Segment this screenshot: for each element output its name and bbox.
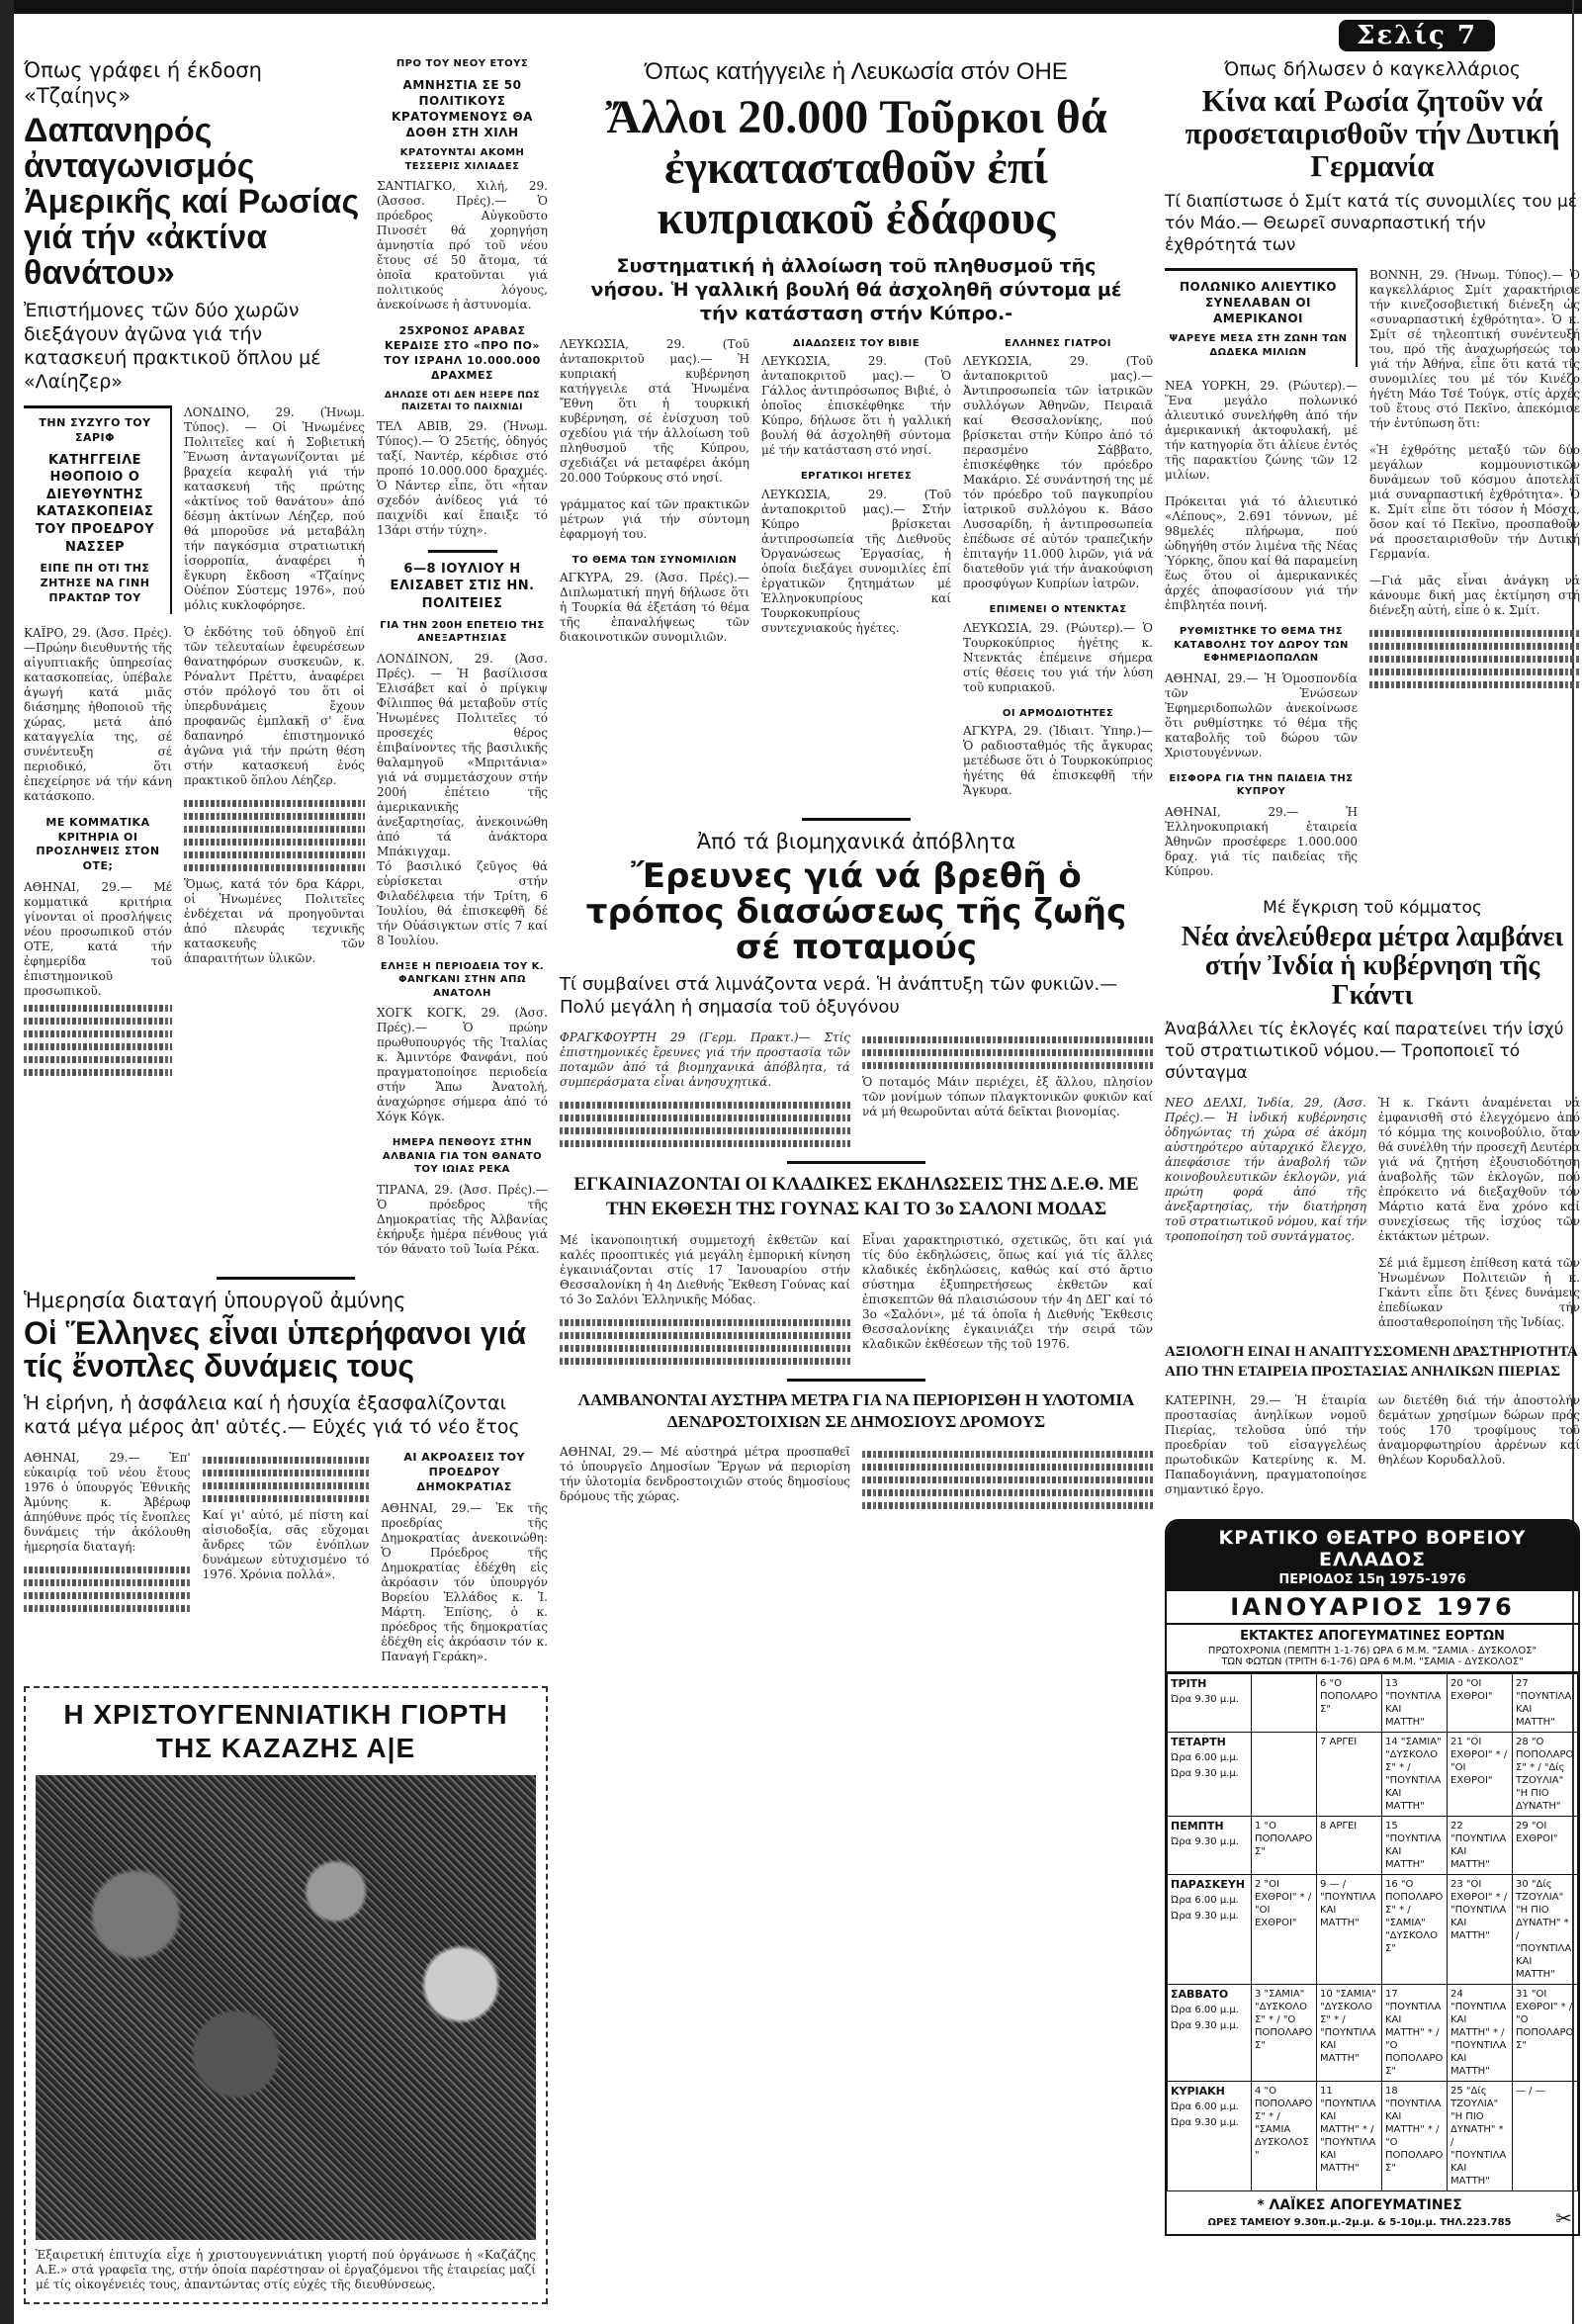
schedule-day-label: ΣΑΒΒΑΤΟ — [1171, 1987, 1229, 2001]
schedule-day-label: ΠΕΜΠΤΗ — [1171, 1819, 1224, 1832]
kazazis-headline: Η ΧΡΙΣΤΟΥΓΕΝΝΙΑΤΙΚΗ ΓΙΟΡΤΗ ΤΗΣ ΚΑΖΑΖΗΣ Α|Ε — [63, 1698, 508, 1763]
chile-kicker: ΠΡΟ ΤΟΥ ΝΕΟΥ ΕΤΟΥΣ — [396, 58, 529, 69]
theatre-extra-head: ΕΚΤΑΚΤΕΣ ΑΠΟΓΕΥΜΑΤΙΝΕΣ ΕΟΡΤΩΝ — [1240, 1628, 1505, 1644]
kazazis-caption: Ἐξαιρετική ἐπιτυχία εἶχε ἡ χριστουγεννιάτικη γιορτή πού ὀργάνωσε ἡ «Καζάζης Α.Ε.» στά γραφεῖα της, στήν ὁποία παρέστησαν οἱ ἐργαζόμενοι τῆς ἑταιρείας μαζί μέ τίς οἰκογένειές τους, ἀπαντώντας στίς εὐχές τῆς διευθύνσεως. — [36, 2247, 536, 2291]
schedule-cell — [1252, 1673, 1317, 1732]
divider — [428, 550, 497, 553]
theatre-footer — [1167, 2191, 1578, 2234]
labour-body: ΛΕΥΚΩΣΙΑ, 29. (Τοῦ ἀνταποκριτοῦ μας).— Στήν Κύπρο βρίσκεται ἀντιπροσωπεία τῆς Διεθνοῦς Ὀργανώσεως Ἐργασίας, ἡ ὁποία διεξάγει συνομιλίες ἐπί ἐργατικῶν ζητημάτων μέ Ἑλληνοκυπρίους καί Τουρκοκυπρίους συντεχνιακούς ἡγέτες. — [761, 487, 951, 635]
poland-subhead: ΨΑΡΕΥΕ ΜΕΣΑ ΣΤΗ ΖΩΝΗ ΤΩΝ ΔΩΔΕΚΑ ΜΙΛΙΩΝ — [1169, 333, 1348, 358]
section-badge: Σελίς 7 — [1339, 20, 1495, 51]
theatre-extra-block — [1167, 1625, 1578, 1673]
schedule-cell: 27 "ΠΟΥΝΤΙΛΑ ΚΑΙ ΜΑΤΤΗ" — [1513, 1673, 1578, 1732]
harmod-headline: ΟΙ ΑΡΜΟΔΙΟΤΗΤΕΣ — [1002, 707, 1114, 719]
schedule-cell: 13 "ΠΟΥΝΤΙΛΑ ΚΑΙ ΜΑΤΤΗ" — [1382, 1673, 1448, 1732]
poland-headline: ΠΟΛΩΝΙΚΟ ΑΛΙΕΥΤΙΚΟ ΣΥΝΕΛΑΒΑΝ ΟΙ ΑΜΕΡΙΚΑΝΟΙ — [1180, 279, 1337, 325]
rivers-headline: Ἔρευνες γιά νά βρεθῆ ὁ τρόπος διασώσεως τῆς ζωῆς σέ ποταμούς — [585, 856, 1127, 968]
rivers-col-a — [560, 1030, 850, 1153]
india-col-b — [1378, 1096, 1580, 1342]
schedule-cell: 29 "ΟΙ ΕΧΘΡΟΙ" — [1513, 1816, 1578, 1874]
laser-para3: Ὅμως, κατά τόν δρα Κάρρι, οἱ Ἡνωμένες Πολιτεῖες ἐνδέχεται νά προηγοῦνται ἀπό πλευράς τεχνικῆς κατασκευῆς τῶν ἀπαραιτήτων ὑλικῶν. — [184, 877, 365, 966]
schmidt-article — [1165, 57, 1580, 256]
schedule-row — [1168, 1816, 1578, 1874]
cyprus-headline: Ἄλλοι 20.000 Τοῦρκοι θά ἐγκατασταθοῦν ἐπί κυπριακοῦ ἐδάφους — [605, 91, 1107, 244]
poland-body: ΝΕΑ ΥΟΡΚΗ, 29. (Ρώυτερ).— Ἕνα μεγάλο πολωνικό ἁλιευτικό συνελήφθη ἀπό τήν ἀμερικανική ἀκτοφυλακή, μέ τήν κατηγορία ὅτι ἁλίευε ἐντός τῆς παρακτίου ζώνης τῶν 12 μιλίων. — [1165, 379, 1358, 483]
india-headline: Νέα ἀνελεύθερα μέτρα λαμβάνει στήν Ἰνδία ἡ κυβέρνηση τῆς Γκάντι — [1181, 921, 1564, 1011]
deth-headline: ΕΓΚΑΙΝΙΑΖΟΝΤΑΙ ΟΙ ΚΛΑΔΙΚΕΣ ΕΚΔΗΛΩΣΕΙΣ ΤΗΣ Δ.Ε.Θ. ΜΕ ΤΗΝ ΕΚΘΕΣΗ ΤΗΣ ΓΟΥΝΑΣ ΚΑΙ ΤΟ 3ο ΣΑΛΟΝΙ ΜΟΔΑΣ — [573, 1174, 1139, 1220]
schedule-cell: 24 "ΠΟΥΝΤΙΛΑ ΚΑΙ ΜΑΤΤΗ" * / "ΠΟΥΝΤΙΛΑ ΚΑΙ ΜΑΤΤΗ" — [1448, 1984, 1513, 2081]
rivers-dateline: ΦΡΑΓΚΦΟΥΡΤΗ 29 (Γερμ. Πρακτ.)— Στίς ἐπιστημονικές ἔρευνες γιά τήν προστασία τῶν ποταμῶν ἀπό τά βιομηχανικά ἀπόβλητα, τά συμπεράσματα εἶναι ἀνησυχητικά. — [560, 1030, 850, 1090]
schedule-cell: 8 ΑΡΓΕΙ — [1317, 1816, 1382, 1874]
india-article — [1165, 897, 1580, 1084]
trees-col-b — [862, 1445, 1153, 1516]
schedule-cell: 16 "Ο ΠΟΠΟΛΑΡΟΣ" * / "ΣΑΜΙΑ" "ΔΥΣΚΟΛΟΣ" — [1382, 1874, 1448, 1984]
schedule-time: Ώρα 9.30 μ.μ. — [1171, 1693, 1239, 1705]
left-block — [24, 57, 548, 2304]
queen-item — [377, 561, 548, 948]
middle-block — [560, 57, 1153, 2304]
schedule-cell: 3 "ΣΑΜΙΑ" "ΔΥΣΚΟΛΟΣ" * / "Ο ΠΟΠΟΛΑΡΟΣ" — [1252, 1984, 1317, 2081]
schedule-cell: 1 "Ο ΠΟΠΟΛΑΡΟΣ" — [1252, 1816, 1317, 1874]
defence-closing: Καί γι' αὐτό, μέ πίστη καί αἰσιοδοξία, σᾶς εὔχομαι ἄνδρες τῶν ἐνόπλων δυνάμεων εὐτυχισμένο τό 1976. Χρόνια πολλά». — [202, 1508, 370, 1582]
schedule-cell: 14 "ΣΑΜΙΑ" "ΔΥΣΚΟΛΟΣ" * / "ΠΟΥΝΤΙΛΑ ΚΑΙ ΜΑΤΤΗ" — [1382, 1732, 1448, 1816]
schedule-time: Ώρα 6.00 μ.μ. — [1171, 2004, 1239, 2015]
schedule-time: Ώρα 6.00 μ.μ. — [1171, 1894, 1239, 1906]
cyprus-article — [560, 57, 1153, 325]
schedule-day-label: ΤΕΤΑΡΤΗ — [1171, 1735, 1226, 1748]
denktas-body: ΛΕΥΚΩΣΙΑ, 29. (Ρώυτερ).— Ὁ Τουρκοκύπριος ἡγέτης κ. Ντενκτάς ἐπέμεινε σήμερα στίς θέσεις του γιά τήν λύση τοῦ κυπριακοῦ. — [963, 620, 1153, 694]
column-1 — [24, 57, 365, 1269]
ote-headline: ΜΕ ΚΟΜΜΑΤΙΚΑ ΚΡΙΤΗΡΙΑ ΟΙ ΠΡΟΣΛΗΨΕΙΣ ΣΤΟΝ ΟΤΕ; — [36, 815, 160, 873]
schedule-time: Ώρα 9.30 μ.μ. — [1171, 1910, 1239, 1922]
laser-dateline: ΛΟΝΔΙΝΟ, 29. (Ἡνωμ. Τύπος). — Οἱ Ἡνωμένες Πολιτεῖες καί ἡ Σοβιετική Ἕνωση ἀνταγωνίζονται μέ βραχεία κεφαλή γιά τήν κατασκευή τῆς πρώτης «ἀκτίνος τοῦ θανάτου» ἀπό δέσμη ἀκτίνων Λέηζερ, πού θά μποροῦσε νά μεταβάλη τήν παγκόσμια στρατιωτική ἰσορροπία, ἀναφέρει ἡ ἔγκυρη ἔκδοση «Τζαίηνς Οὐέπον Σύστεμς 1976», πού μόλις κυκλοφόρησε. — [184, 405, 365, 613]
trees-body-grid — [560, 1445, 1153, 1516]
schedule-time: Ώρα 9.30 μ.μ. — [1171, 2019, 1239, 2031]
talks-headline: ΤΟ ΘΕΜΑ ΤΩΝ ΣΥΝΟΜΙΛΙΩΝ — [571, 554, 738, 566]
cyprus-para2: γράμματος καί τῶν πρακτικῶν μέτρων γιά τήν σύντομη ἐφαρμογή του. — [560, 496, 749, 541]
theatre-month: ΙΑΝΟΥΑΡΙΟΣ 1976 — [1167, 1591, 1578, 1625]
divider — [787, 1379, 925, 1382]
theatre-schedule-table — [1167, 1673, 1578, 2191]
schedule-cell: 22 "ΠΟΥΝΤΙΛΑ ΚΑΙ ΜΑΤΤΗ" — [1448, 1816, 1513, 1874]
harmod-body: ΑΓΚΥΡΑ, 29. (Ἰδιαιτ. Ὑπηρ.)— Ὁ ραδιοσταθμός τῆς ἄγκυρας μετέδωσε ὅτι ὁ Τουρκοκύπριος ἡγέτης θά ἐπισκεφθῆ τήν Ἄγκυρα. — [963, 724, 1153, 798]
india-dateline: ΝΕΟ ΔΕΛΧΙ, Ἰνδία, 29, (Ἀσσ. Πρές).— Ἡ ἰνδική κυβέρνησις ὁδηγώντας τή χώρα σέ ἀκόμη αὐστηρότερο αὐταρχικό ἔλεγχο, ἀπεφάσισε τήν ἀναβολή τῶν κοινοβουλευτικῶν ἐκλογῶν, γιά πρώτη φορά ἀπό τῆς ἀνεξαρτησίας, τήν διατήρηση τοῦ στρατιωτικοῦ νόμου, καί τήν τροποποίηση τοῦ συντάγματος. — [1165, 1095, 1366, 1243]
cyprus-col-a — [560, 337, 749, 811]
schmidt-col-b — [1369, 268, 1580, 891]
schedule-time: Ώρα 6.00 μ.μ. — [1171, 2101, 1239, 2112]
trees-col-a — [560, 1445, 850, 1516]
laser-body-continued — [184, 800, 365, 871]
scissors-icon: ✂ — [1555, 2205, 1572, 2230]
divider — [217, 1277, 355, 1280]
president-body: ΑΘΗΝΑΙ, 29.— Ἐκ τῆς προεδρίας τῆς Δημοκρατίας ἀνεκοινώθη: Ὁ Πρόεδρος τῆς Δημοκρατίας ἐδέχθη εἰς ἀκρόασιν τόν ὑπουργόν Βορείου Ἑλλάδος κ. Ἰ. Μάρτη. Ἐπίσης, ὁ κ. πρόεδρος τῆς δημοκρατίας ἐδέχθη εἰς ἀκρόασιν τόν κ. Παναγή Γεράκη». — [381, 1500, 548, 1663]
theatre-period: ΠΕΡΙΟΔΟΣ 15η 1975-1976 — [1278, 1571, 1466, 1587]
albania-item — [377, 1136, 548, 1257]
schedule-cell: 10 "ΣΑΜΙΑ" "ΔΥΣΚΟΛΟΣ" * / "ΠΟΥΝΤΙΛΑ ΚΑΙ ΜΑΤΤΗ" — [1317, 1984, 1382, 2081]
chile-headline: ΑΜΝΗΣΤΙΑ ΣΕ 50 ΠΟΛΙΤΙΚΟΥΣ ΚΡΑΤΟΥΜΕΝΟΥΣ ΘΑ ΔΟΘΗ ΣΤΗ ΧΙΛΗ — [392, 77, 533, 140]
president-headline: ΑΙ ΑΚΡΟΑΣΕΙΣ ΤΟΥ ΠΡΟΕΔΡΟΥ ΔΗΜΟΚΡΑΤΙΑΣ — [403, 1451, 525, 1494]
queen-body-2: Τό βασιλικό ζεῦγος θά εὑρίσκεται στήν Φιλαδέλφεια τήν Τρίτη, 6 Ἰουλίου, θά ἐπισκεφθῆ δέ τήν Οὐάσιγκτων στίς 7 καί 8 Ἰουλίου. — [377, 858, 548, 947]
deth-body-2: Εἶναι χαρακτηριστικό, σχετικῶς, ὅτι καί γιά τίς δύο ἐκδηλώσεις, ὅπως καί γιά τίς ἄλλες κλαδικές ἐκδηλώσεις, καθώς καί στό ἄρτιο σύστημα ἐξυπηρετήσεως ἐκθετῶν καί ἐπισκεπτῶν θά πλαισιώσουν τήν 4η ΔΕΓ καί τό 3ο «Σαλόνι», μέ τά ὁποῖα ἡ Διεθνής Ἔκθεσις Θεσσαλονίκης ἐγκαινιάζει τήν σειρά τῶν κλαδικῶν ἐκθέσεων τῆς τοῦ 1976. — [862, 1233, 1153, 1352]
laser-headline: Δαπανηρός ἀνταγωνισμός Ἀμερικῆς καί Ρωσίας γιά τήν «ἀκτίνα θανάτου» — [24, 112, 360, 293]
schedule-cell: — / — — [1513, 2081, 1578, 2190]
ote-body: ΑΘΗΝΑΙ, 29.— Μέ κομματικά κριτήρια γίνονται οἱ προσλήψεις νέου προσωπικοῦ στόν ΟΤΕ, κατά τήν ἐφημερίδα τοῦ ἐπιστημονικοῦ προσωπικοῦ. — [24, 880, 172, 999]
labour-item — [761, 470, 951, 636]
schedule-day — [1168, 1732, 1252, 1816]
rivers-col-b — [862, 1030, 1153, 1153]
schedule-day-label: ΠΑΡΑΣΚΕΥΗ — [1171, 1877, 1246, 1891]
harmod-item — [963, 707, 1153, 799]
denktas-item — [963, 603, 1153, 695]
schedule-cell: 20 "ΟΙ ΕΧΘΡΟΙ" — [1448, 1673, 1513, 1732]
chile-body: ΣΑΝΤΙΑΓΚΟ, Χιλή, 29. (Ἀσσοσ. Πρές).— Ὁ πρόεδρος Αὐγκοῦστο Πινοσέτ θά χορηγήση ἀμνηστία πρό τοῦ νέου ἔτους σέ 50 ἄτομα, τά ὁποῖα κρατοῦνται γιά πολιτικούς λόγους, ἀνεκοίνωσε ἡ ἀστυνομία. — [377, 179, 548, 313]
defence-kicker: Ἡμερησία διαταγή ὑπουργοῦ ἀμύνης — [24, 1288, 406, 1312]
laser-para2: Ὁ ἐκδότης τοῦ ὁδηγοῦ ἐπί τῶν τελευταίων ἐφευρέσεων θανατηφόρων συσκευῶν, κ. Ρόναλντ Πρέττυ, ἀναφέρει στόν πρόλογό του ὅτι οἱ ὑπερδυνάμεις ἔχουν προφανῶς ἐμπλακῆ σ' ἕνα δαπανηρό ἐπιστημονικό ἀγῶνα γιά τήν πρώτη θέση στήν κατασκευή ἑνός πρακτικοῦ ὅπλου Λέηζερ. — [184, 625, 365, 788]
left-top — [24, 57, 548, 1269]
theatre-extra-1: ΠΡΩΤΟΧΡΟΝΙΑ (ΠΕΜΠΤΗ 1-1-76) ΩΡΑ 6 Μ.Μ. "ΣΑΜΙΑ - ΔΥΣΚΟΛΟΣ" — [1207, 1645, 1538, 1656]
schedule-cell: 21 "ΟΙ ΕΧΘΡΟΙ" * / "ΟΙ ΕΧΘΡΟΙ" — [1448, 1732, 1513, 1816]
schedule-day — [1168, 1673, 1252, 1732]
queen-body: ΛΟΝΔΙΝΟΝ, 29. (Ἀσσ. Πρές). — Ἡ βασίλισσα Ἐλισάβετ καί ὁ πρίγκιψ Φίλιππος θά μεταβοῦν στίς Ἡνωμένες Πολιτεῖες τό προσεχές θέρος ἐπιβαίνοντες τῆς βασιλικῆς θαλαμηγοῦ «Μπριτάνια» γιά νά συμμετάσχουν στήν 200ή ἐπέτειο τῆς ἀμερικανικῆς ἀνεξαρτησίας, ἀνεκοινώθη ἀπό τά ἀνάκτορα Μπάκιγχαμ. — [377, 651, 548, 858]
laser-article — [24, 57, 365, 394]
schedule-time: Ώρα 6.00 μ.μ. — [1171, 1751, 1239, 1763]
arab-subhead: ΔΗΛΩΣΕ ΟΤΙ ΔΕΝ ΗΞΕΡΕ ΠΩΣ ΠΑΙΖΕΤΑΙ ΤΟ ΠΑΙΧΝΙΔΙ — [384, 390, 541, 412]
schedule-day — [1168, 1874, 1252, 1984]
schmidt-headline: Κίνα καί Ρωσία ζητοῦν νά προσεταιρισθοῦν τήν Δυτική Γερμανία — [1185, 83, 1560, 183]
schedule-cell: 30 "Δίς ΤΖΟΥΛΙΑ" "Η ΠΙΟ ΔΥΝΑΤΗ" * / "ΠΟΥΝΤΙΛΑ ΚΑΙ ΜΑΤΤΗ" — [1513, 1874, 1578, 1984]
sharif-box — [24, 405, 172, 614]
defence-body — [24, 1566, 191, 1612]
india-col-a — [1165, 1096, 1366, 1342]
schedule-day — [1168, 2081, 1252, 2190]
cyprus-subhead: Συστηματική ἡ ἀλλοίωση τοῦ πληθυσμοῦ τῆς νήσου. Ἡ γαλλική βουλή θά ἀσχοληθῆ σύντομα μέ τήν κατάσταση στήν Κύπρο.- — [590, 254, 1122, 324]
arab-item — [377, 324, 548, 538]
gift-body: ΑΘΗΝΑΙ, 29.— Ἡ Ὁμοσπονδία τῶν Ἑνώσεων Ἐφημεριδοπωλῶν ἀνεκοίνωσε ὅτι ρυθμίστηκε τό θέμα τῆς καταβολῆς τοῦ δώρου τῶν Χριστουγέννων. — [1165, 670, 1358, 760]
defence-col-b — [203, 1451, 370, 1676]
schedule-row — [1168, 2081, 1578, 2190]
ote-body-continued — [24, 1005, 172, 1076]
sharif-headline: ΚΑΤΗΓΓΕΙΛΕ ΗΘΟΠΟΙΟ Ο ΔΙΕΥΘΥΝΤΗΣ ΚΑΤΑΣΚΟΠΕΙΑΣ ΤΟΥ ΠΡΟΕΔΡΟΥ ΝΑΣΣΕΡ — [35, 452, 155, 555]
poland-body-2: Πρόκειται γιά τό ἁλιευτικό «Λέπους», 2.691 τόννων, μέ 98μελές πλήρωμα, πού ὡδηγήθη στόν λιμένα τῆς Νέας Ὑόρκης, ὅπου καί θά παραμείνη ἕως ὅτου οἱ ἀμερικανικές ἀρχές ἀποφασίσουν γιά τήν ἐπιβλητέα ποινή. — [1165, 494, 1358, 613]
queen-subhead: ΓΙΑ ΤΗΝ 200Η ΕΠΕΤΕΙΟ ΤΗΣ ΑΝΕΞΑΡΤΗΣΙΑΣ — [380, 619, 545, 645]
theatre-footer-hours: ΩΡΕΣ ΤΑΜΕΙΟΥ 9.30π.μ.-2μ.μ. & 5-10μ.μ. ΤΗΛ.223.785 — [1207, 2216, 1512, 2228]
laser-body-grid — [24, 405, 365, 1088]
theatre-title-block — [1167, 1521, 1578, 1591]
doctors-headline: ΕΛΛΗΝΕΣ ΓΙΑΤΡΟΙ — [1005, 337, 1111, 349]
schmidt-dateline: ΒΟΝΝΗ, 29. (Ἡνωμ. Τύπος).— Ὁ καγκελλάριος Σμίτ χαρακτήρισε τήν κινεζοσοβιετική διένεξη ὡς «συναρπαστική ἐχθρότητα». Ὁ κ. Σμίτ σέ τηλεοπτική συνέντευξή του, πρό τῆς ἀναχωρήσεώς του γιά τήν Ἀθήνα, εἶπε ὅτι κατά τίς συνομιλίες του μέ τόν Κινέζο ἡγέτη Μάο Τσέ Τούγκ, στίς ἀρχές τοῦ ἔτους στό Πεκῖνο, ἀπεκόμισε τήν ἐντύπωση ὅτι: — [1369, 267, 1580, 430]
deth-body-grid — [560, 1233, 1153, 1371]
india-para2: Ἡ κ. Γκάντι ἀναμένεται νά ἐμφανισθῆ στό ἐλεγχόμενο ἀπό τό κόμμα της κοινοβούλιο, ὅταν θά συνέλθη τήν προσεχῆ Δευτέρα γιά νά ζητήση ἐξουσιοδότηση ἀναβολῆς τῶν ἐκλογῶν, πού ἐπρόκειτο νά διεξαχθοῦν τόν Μάρτιο κατά ἕνα χρόνο καί συνεχίσεως τῆς ἰσχύος τῶν ἐκτάκτων μέτρων. — [1378, 1095, 1580, 1243]
kazazis-photo — [36, 1775, 536, 2240]
vivi-item — [761, 337, 951, 459]
rivers-article — [560, 829, 1153, 1019]
schedule-day-label: ΤΡΙΤΗ — [1171, 1676, 1207, 1690]
defence-headline: Οἱ Ἕλληνες εἶναι ὑπερήφανοι γιά τίς ἔνοπλες δυνάμεις τους — [24, 1314, 527, 1385]
queen-headline: 6—8 ΙΟΥΛΙΟΥ Η ΕΛΙΣΑΒΕΤ ΣΤΙΣ ΗΝ. ΠΟΛΙΤΕΙΕΣ — [390, 561, 535, 611]
schmidt-body-continued — [1369, 630, 1580, 688]
pieria-headline: ΑΞΙΟΛΟΓΗ ΕΙΝΑΙ Η ΑΝΑΠΤΥΣΣΟΜΕΝΗ ΔΡΑΣΤΗΡΙΟΤΗΤΑ ΑΠΟ ΤΗΝ ΕΤΑΙΡΕΙΑ ΠΡΟΣΤΑΣΙΑΣ ΑΝΗΛΙΚΩΝ ΠΙΕΡΙΑΣ — [1165, 1343, 1578, 1380]
schedule-cell: 28 "Ο ΠΟΠΟΛΑΡΟΣ" * / "Δίς ΤΖΟΥΛΙΑ" "Η ΠΙΟ ΔΥΝΑΤΗ" — [1513, 1732, 1578, 1816]
india-body-grid — [1165, 1096, 1580, 1342]
schedule-cell — [1252, 1732, 1317, 1816]
schedule-cell: 11 "ΠΟΥΝΤΙΛΑ ΚΑΙ ΜΑΤΤΗ" * / "ΠΟΥΝΤΙΛΑ ΚΑΙ ΜΑΤΤΗ" — [1317, 2081, 1382, 2190]
fund-headline: ΕΙΣΦΟΡΑ ΓΙΑ ΤΗΝ ΠΑΙΔΕΙΑ ΤΗΣ ΚΥΠΡΟΥ — [1169, 772, 1354, 798]
sharif-kicker: ΤΗΝ ΣΥΖΥΓΟ ΤΟΥ ΣΑΡΙΦ — [39, 416, 151, 444]
talks-body: ΑΓΚΥΡΑ, 29. (Ἀσσ. Πρές).— Διπλωματική πηγή δήλωσε ὅτι ἡ Τουρκία θά ἐξετάση τό θέμα τῆς ἐπαναλήψεως τῶν διακοινοτικῶν συνομιλιῶν. — [560, 571, 749, 645]
schmidt-col-a — [1165, 268, 1358, 891]
doctors-body: ΛΕΥΚΩΣΙΑ, 29. (Τοῦ ἀνταποκριτοῦ μας).— Ἀντιπροσωπεία τῶν ἰατρικῶν συλλόγων Ἀθηνῶν, Πειραιᾶ καί Θεσσαλονίκης, πού βρίσκεται στήν Κύπρο ἀπό τό περασμένο Σάββατο, ἐπισκέφθηκε τόν πρόεδρο Μακάριο. Σέ συνάντησή της μέ τόν πρόεδρο τοῦ παγκυπρίου ἰατρικοῦ συλλόγου κ. Βάσο Λυσσαρίδη, ἡ ἀντιπροσωπεία ἐπέδωσε σέ αὐτόν τραπεζικήν ἐπιταγήν 11.000 λιρῶν, γιά νά διατεθοῦν γιά τήν ἀνακούφιση προσφύγων Κυπρίων ἰατρῶν. — [963, 354, 1153, 591]
arab-body: ΤΕΛ ΑΒΙΒ, 29. (Ἡνωμ. Τύπος).— Ὁ 25ετής, ὁδηγός ταξί, Ναντέρ, κέρδισε στό προπό 10.000.000 δραχμές. Ὁ Νάντερ εἶπε, ὅτι «ἦταν σχεδόν ἀνίδεος γιά τό παιχνίδι καί ἔπαιξε τό 13άρι στήν τύχη». — [377, 418, 548, 537]
right-block — [1165, 57, 1580, 2304]
sharif-body: ΚΑΪΡΟ, 29. (Ἀσσ. Πρές). —Πρώην διευθυντής τῆς αἰγυπτιακῆς ὑπηρεσίας κατασκοπείας, ὑπέβαλε ἀγωγή κατά μιᾶς διάσημης ἠθοποιοῦ τῆς χώρας, μετά ἀπό καταγγελία της, σέ συνέντευξη σέ περιοδικό, ὅτι ἐπεχείρησε νά τήν κάνη κατάσκοπο. — [24, 625, 172, 803]
vivi-headline: ΔΙΑΔΩΣΕΙΣ ΤΟΥ ΒΙΒΙΕ — [792, 337, 921, 349]
schedule-cell: 17 "ΠΟΥΝΤΙΛΑ ΚΑΙ ΜΑΤΤΗ" * / "Ο ΠΟΠΟΛΑΡΟΣ" — [1382, 1984, 1448, 2081]
cyprus-kicker: Όπως κατήγγειλε ἡ Λευκωσία στόν ΟΗΕ — [645, 58, 1068, 85]
rivers-subhead: Τί συμβαίνει στά λιμνάζοντα νερά. Ἡ ἀνάπτυξη τῶν φυκιῶν.— Πολύ μεγάλη ἡ σημασία τοῦ ὀξυγόνου — [560, 974, 1118, 1019]
labour-headline: ΕΡΓΑΤΙΚΟΙ ΗΓΕΤΕΣ — [800, 471, 913, 483]
schedule-cell: 4 "Ο ΠΟΠΟΛΑΡΟΣ" * / "ΣΑΜΙΑ ΔΥΣΚΟΛΟΣ" — [1252, 2081, 1317, 2190]
ote-item — [24, 816, 172, 1076]
laser-left-col — [24, 405, 172, 1088]
rivers-body — [560, 1102, 850, 1147]
badge-row — [24, 20, 1564, 51]
schedule-row — [1168, 1874, 1578, 1984]
schedule-cell: 9 — / "ΠΟΥΝΤΙΛΑ ΚΑΙ ΜΑΤΤΗ" — [1317, 1874, 1382, 1984]
pieria-body-2: ων διετέθη διά τήν ἀποστολήν δεμάτων χρησίμων δώρων πρός τούς 170 τροφίμους τοῦ ἀναμορφωτηρίου ἀρρένων καί θηλέων Κορυδαλλοῦ. — [1378, 1392, 1580, 1467]
schedule-cell: 23 "ΟΙ ΕΧΘΡΟΙ" * / "ΠΟΥΝΤΙΛΑ ΚΑΙ ΜΑΤΤΗ" — [1448, 1874, 1513, 1984]
schedule-cell: 25 "Δίς ΤΖΟΥΛΙΑ" "Η ΠΙΟ ΔΥΝΑΤΗ" * / "ΠΟΥΝΤΙΛΑ ΚΑΙ ΜΑΤΤΗ" — [1448, 2081, 1513, 2190]
schedule-day-label: ΚΥΡΙΑΚΗ — [1171, 2084, 1225, 2098]
chile-item — [377, 57, 548, 313]
gift-item — [1165, 625, 1358, 760]
schedule-day — [1168, 1816, 1252, 1874]
deth-body: Μέ ἱκανοποιητική συμμετοχή ἐκθετῶν καί καλές προοπτικές γιά μεγάλη ἐμπορική κίνηση ἐγκαινιάζονται στίς 17 Ἰανουαρίου στήν Θεσσαλονίκη ἡ 4η Διεθνής Ἔκθεση Γούνας καί τό 3ο Σαλόνι Ἑλληνικῆς Μόδας. — [560, 1233, 850, 1307]
schedule-row — [1168, 1673, 1578, 1732]
page-grid — [24, 57, 1580, 2304]
rivers-para2: Ὁ ποταμός Μάιν περιέχει, ἐξ ἄλλου, πλησίον τῶν μονίμων τόπων πλαγκτονικῶν φυκιῶν καί νά μή θεωροῦνται αὐτά δεῖκται βιονομίας. — [862, 1075, 1153, 1119]
schedule-time: Ώρα 9.30 μ.μ. — [1171, 2116, 1239, 2128]
theatre-title: ΚΡΑΤΙΚΟ ΘΕΑΤΡΟ ΒΟΡΕΙΟΥ ΕΛΛΑΔΟΣ — [1218, 1526, 1527, 1570]
defence-col-a — [24, 1451, 191, 1676]
divider — [802, 818, 911, 821]
albania-headline: ΗΜΕΡΑ ΠΕΝΘΟΥΣ ΣΤΗΝ ΑΛΒΑΝΙΑ ΓΙΑ ΤΟΝ ΘΑΝΑΤΟ ΤΟΥ ΙΩΙΑΣ ΡΕΚΑ — [382, 1137, 543, 1176]
schedule-day — [1168, 1984, 1252, 2081]
defence-dateline: ΑΘΗΝΑΙ, 29.— Ἐπ' εὐκαιρίᾳ τοῦ νέου ἔτους 1976 ὁ ὑπουργός Ἐθνικῆς Ἀμύνης κ. Ἀβέρωφ ἀπηύθυνε πρός τίς ἔνοπλες δυνάμεις τήν ἀκόλουθη ἡμερησία διαταγή: — [24, 1451, 191, 1555]
schedule-time: Ώρα 9.30 μ.μ. — [1171, 1767, 1239, 1779]
denktas-headline: ΕΠΙΜΕΝΕΙ Ο ΝΤΕΝΚΤΑΣ — [989, 604, 1127, 616]
schmidt-kicker: Όπως δήλωσεν ὁ καγκελλάριος — [1223, 58, 1522, 80]
pieria-body: ΚΑΤΕΡΙΝΗ, 29.— Ἡ ἑταιρία προστασίας ἀνηλίκων νομοῦ Πιερίας, τελοῦσα ὑπό τήν προεδρίαν τοῦ εἰσαγγελέως πρωτοδικῶν Κατερίνης κ. Μ. Παπαδογιάννη, πραγματοποίησε σημαντικό ἔργο. — [1165, 1392, 1366, 1496]
schedule-time: Ώρα 9.30 μ.μ. — [1171, 1835, 1239, 1847]
cyprus-col-c — [963, 337, 1153, 811]
schmidt-body-grid — [1165, 268, 1580, 891]
schedule-cell: 15 "ΠΟΥΝΤΙΛΑ ΚΑΙ ΜΑΤΤΗ" — [1382, 1816, 1448, 1874]
deth-col-b — [862, 1233, 1153, 1371]
pieria-body-grid — [1165, 1393, 1580, 1509]
india-kicker: Μέ ἔγκριση τοῦ κόμματος — [1263, 897, 1482, 918]
sharif-subhead: ΕΙΠΕ ΠΗ ΟΤΙ ΤΗΣ ΖΗΤΗΣΕ ΝΑ ΓΙΝΗ ΠΡΑΚΤΩΡ ΤΟΥ — [40, 562, 150, 604]
india-para3: Σέ μιά ἔμμεση ἐπίθεση κατά τῶν Ἡνωμένων Πολιτειῶν ἡ κ. Γκάντι εἶπε ὅτι ξένες δυνάμεις ἐπεδίωκαν τήν ἀποσταθεροποίηση τῆς Ἰνδίας. — [1378, 1255, 1580, 1329]
defence-col-c — [381, 1451, 548, 1676]
doctors-item — [963, 337, 1153, 592]
chile-subhead: ΚΡΑΤΟΥΝΤΑΙ ΑΚΟΜΗ ΤΕΣΣΕΡΙΣ ΧΙΛΙΑΔΕΣ — [399, 147, 525, 172]
vivi-body: ΛΕΥΚΩΣΙΑ, 29. (Τοῦ ἀνταποκριτοῦ μας).— Ὁ Γάλλος ἀντιπρόσωπος Βιβιέ, ὁ ὁποῖος ἐπισκέφθηκε τήν Κύπρο, δήλωσε ὅτι ἡ γαλλική βουλή θά ἀσχοληθῆ σύντομα μέ τήν κατάσταση στό νησί. — [761, 354, 951, 458]
deth-body-continued — [560, 1319, 850, 1365]
albania-body: ΤΙΡΑΝΑ, 29. (Ἀσσ. Πρές).— Ὁ πρόεδρος τῆς Δημοκρατίας τῆς Ἀλβανίας ἐκήρυξε ἡμέρα πένθους γιά τόν θάνατο τοῦ Ἰωία Ρέκα. — [377, 1182, 548, 1256]
arab-headline: 25ΧΡΟΝΟΣ ΑΡΑΒΑΣ ΚΕΡΔΙΣΕ ΣΤΟ «ΠΡΟ ΠΟ» ΤΟΥ ΙΣΡΑΗΛ 10.000.000 ΔΡΑΧΜΕΣ — [384, 324, 541, 382]
fund-item — [1165, 772, 1358, 879]
divider — [787, 1161, 925, 1164]
schmidt-subhead: Τί διαπίστωσε ὁ Σμίτ κατά τίς συνομιλίες του μέ τόν Μάο.— Θεωρεῖ συναρπαστική τήν ἐχθρότητά των — [1165, 191, 1578, 255]
theatre-footer-head: * ΛΑΪΚΕΣ ΑΠΟΓΕΥΜΑΤΙΝΕΣ — [1257, 2196, 1462, 2213]
rivers-body-grid — [560, 1030, 1153, 1153]
schedule-row — [1168, 1984, 1578, 2081]
laser-kicker: Όπως γράφει ή έκδοση «Τζαίηνς» — [24, 58, 262, 108]
poland-item — [1165, 268, 1358, 368]
schedule-cell: 18 "ΠΟΥΝΤΙΛΑ ΚΑΙ ΜΑΤΤΗ" * / "Ο ΠΟΠΟΛΑΡΟΣ" — [1382, 2081, 1448, 2190]
defence-article — [24, 1288, 548, 1440]
schmidt-quote: «Ἡ ἐχθρότης μεταξύ τῶν δύο μεγάλων κομμουνιστικῶν δυνάμεων τοῦ κόσμου ἀποτελεῖ μιά συναρπαστική ἐχθρότητα». Ὁ κ. Σμίτ εἶπε ὅτι τόσον ἡ Μόσχα, ὅσον καί τό Πεκῖνο, προσπαθοῦν νά προσεταιρισθοῦν τήν Δυτική Γερμανία. — [1369, 442, 1580, 561]
cyprus-col-b — [761, 337, 951, 811]
cyprus-dateline: ΛΕΥΚΩΣΙΑ, 29. (Τοῦ ἀνταποκριτοῦ μας).— Ἡ κυπριακή κυβέρνηση κατήγγειλε στά Ἡνωμένα Ἔθνη ὅτι ἡ τουρκική κυβέρνηση, σέ ἐνίσχυση τοῦ σχεδίου γιά τήν ἀλλοίωση τοῦ πληθυσμοῦ τῆς Κύπρου, σχεδιάζει νά μεταφέρει ἀκόμη 20.000 Τούρκους στό νησί. — [560, 336, 749, 485]
defence-subhead: Ἡ εἰρήνη, ἡ ἀσφάλεια καί ἡ ἡσυχία ἐξασφαλίζονται κατά μέγα μέρος ἀπ' αὐτές.— Εὐχές γιά τό νέο ἔτος — [24, 1392, 520, 1439]
kazazis-frame — [24, 1686, 548, 2304]
schedule-cell: 2 "ΟΙ ΕΧΘΡΟΙ" * / "ΟΙ ΕΧΘΡΟΙ" — [1252, 1874, 1317, 1984]
talks-item — [560, 554, 749, 646]
schedule-cell: 7 ΑΡΓΕΙ — [1317, 1732, 1382, 1816]
president-item — [381, 1451, 548, 1664]
theatre-ad — [1165, 1519, 1580, 2236]
gift-headline: ΡΥΘΜΙΣΤΗΚΕ ΤΟ ΘΕΜΑ ΤΗΣ ΚΑΤΑΒΟΛΗΣ ΤΟΥ ΔΩΡΟΥ ΤΩΝ ΕΦΗΜΕΡΙΔΟΠΩΛΩΝ — [1174, 626, 1349, 665]
schedule-cell: 31 "ΟΙ ΕΧΘΡΟΙ" * / "Ο ΠΟΠΟΛΑΡΟΣ" — [1513, 1984, 1578, 2081]
rivers-kicker: Ἀπό τά βιομηχανικά ἀπόβλητα — [696, 830, 1016, 854]
fanfani-headline: ΕΛΗΞΕ Η ΠΕΡΙΟΔΕΙΑ ΤΟΥ Κ. ΦΑΝΓΚΑΝΙ ΣΤΗΝ ΑΠΩ ΑΝΑΤΟΛΗ — [380, 960, 545, 999]
schedule-cell: 6 "Ο ΠΟΠΟΛΑΡΟΣ" — [1317, 1673, 1382, 1732]
trees-body-continued — [862, 1451, 1153, 1509]
india-subhead: Ἀναβάλλει τίς ἐκλογές καί παρατείνει τήν ἰσχύ τοῦ στρατιωτικοῦ νόμου.— Τροποποιεῖ τό σύνταγμα — [1165, 1019, 1564, 1083]
cyprus-body-grid — [560, 337, 1153, 811]
rivers-body-2 — [862, 1036, 1153, 1069]
defence-body-grid — [24, 1451, 548, 1676]
column-2 — [377, 57, 548, 1269]
theatre-extra-2: ΤΩΝ ΦΩΤΩΝ (ΤΡΙΤΗ 6-1-76) ΩΡΑ 6 Μ.Μ. "ΣΑΜΙΑ - ΔΥΣΚΟΛΟΣ" — [1221, 1655, 1524, 1667]
fanfani-body: ΧΟΓΚ ΚΟΓΚ, 29. (Ἀσσ. Πρές).— Ὁ πρώην πρωθυπουργός τῆς Ἰταλίας κ. Ἀμιντόρε Φανφάνι, πού πραγματοποίησε περιοδεία στήν Ἄπω Ἀνατολή, ἀναχώρησε σήμερα ἀπό τό Χόγκ Κόγκ. — [377, 1006, 548, 1124]
deth-col-a — [560, 1233, 850, 1371]
schedule-row — [1168, 1732, 1578, 1816]
schmidt-quote-2: —Γιά μᾶς εἶναι ἀνάγκη νά κάνουμε δική μας ἐκτίμηση στή διένεξη αὐτή, εἶπε ὁ κ. Σμίτ. — [1369, 573, 1580, 617]
fanfani-item — [377, 960, 548, 1125]
laser-subhead: Ἐπιστήμονες τῶν δύο χωρῶν διεξάγουν ἀγῶνα γιά τήν κατασκευή πρακτικοῦ ὅπλου μέ «Λαίηζερ» — [24, 300, 321, 394]
fund-body: ΑΘΗΝΑΙ, 29.— Ἡ Ἐλληνοκυπριακή ἑταιρεία Ἀθηνῶν προσέφερε 1.000.000 δραχ. γιά τίς παιδείας τῆς Κύπρου. — [1165, 804, 1358, 878]
defence-body-2 — [203, 1457, 370, 1502]
trees-headline: ΛΑΜΒΑΝΟΝΤΑΙ ΑΥΣΤΗΡΑ ΜΕΤΡΑ ΓΙΑ ΝΑ ΠΕΡΙΟΡΙΣΘΗ Η ΥΛΟΤΟΜΙΑ ΔΕΝΔΡΟΣΤΟΙΧΙΩΝ ΣΕ ΔΗΜΟΣΙΟΥΣ ΔΡΟΜΟΥΣ — [577, 1390, 1135, 1432]
laser-right-col — [184, 405, 365, 1088]
trees-body: ΑΘΗΝΑΙ, 29.— Μέ αὐστηρά μέτρα προσπαθεῖ τό ὑπουργεῖο Δημοσίων Ἔργων νά περιορίση τήν ὑλοτομία δενδροστοιχιῶν στούς δημοσίους δρόμους τῆς χώρας. — [560, 1445, 850, 1504]
